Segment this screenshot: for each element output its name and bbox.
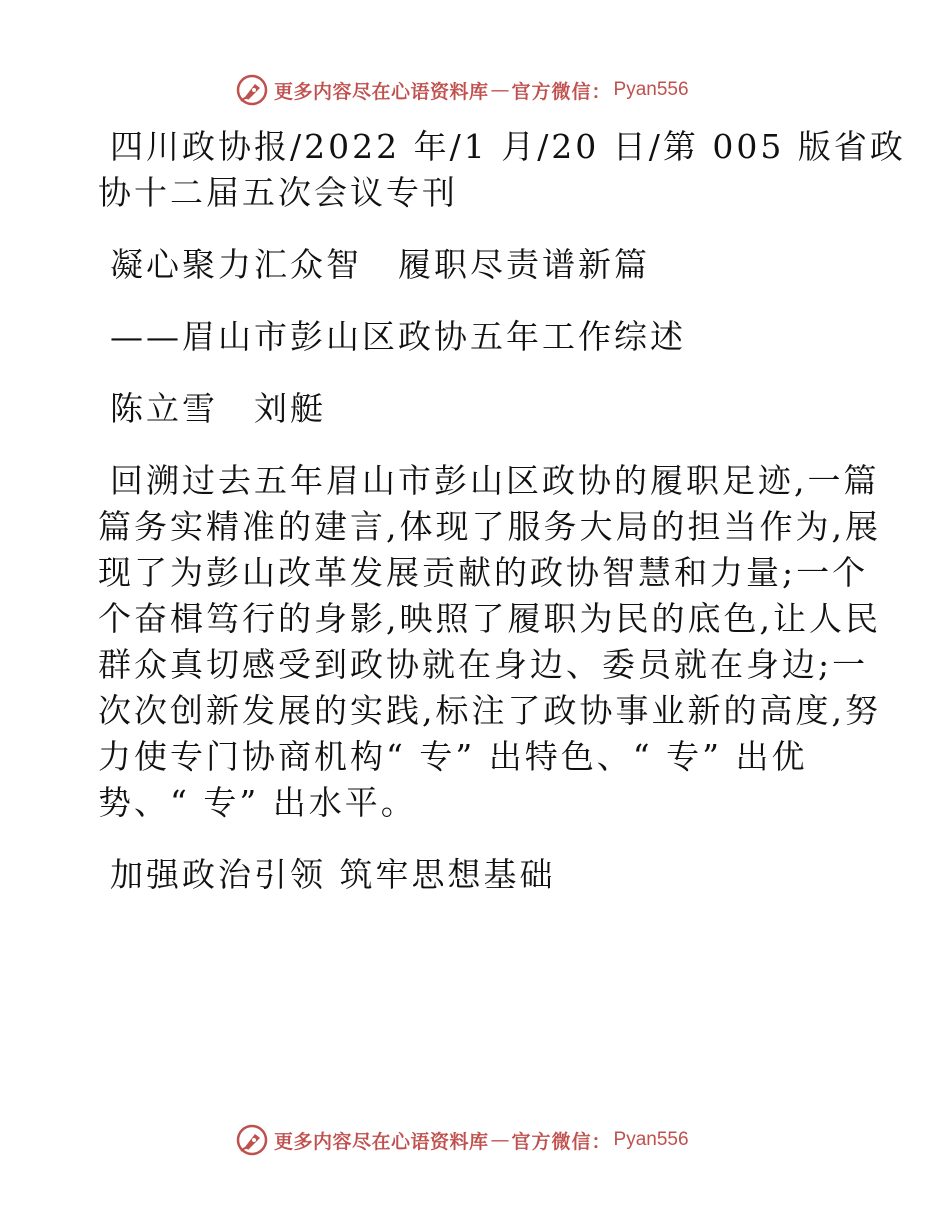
- pen-nib-logo-icon: [236, 1124, 268, 1156]
- pen-nib-logo-icon: [236, 74, 268, 106]
- body-line: 力使专门协商机构“ 专” 出特色、“ 专” 出优: [98, 737, 808, 776]
- body-line: 现了为彭山改革发展贡献的政协智慧和力量;一个: [98, 553, 869, 592]
- watermark-label: 官方微信：: [511, 1130, 612, 1153]
- source-line-2: 协十二届五次会议专刊: [98, 173, 458, 212]
- body-line: 群众真切感受到政协就在身边、委员就在身边;一: [98, 645, 869, 684]
- watermark-dash: —: [490, 79, 510, 101]
- watermark-banner-top: [236, 72, 689, 108]
- article-authors: 陈立雪 刘艇: [110, 389, 326, 428]
- body-line: 篇务实精准的建言,体现了服务大局的担当作为,展: [98, 507, 881, 546]
- source-line-1: 四川政协报/2022 年/1 月/20 日/第 005 版省政: [110, 127, 906, 166]
- watermark-text: 更多内容尽在心语资料库: [274, 1130, 489, 1153]
- section-heading: 加强政治引领 筑牢思想基础: [110, 855, 556, 894]
- body-line: 个奋楫笃行的身影,映照了履职为民的底色,让人民: [98, 599, 881, 638]
- article-title: 凝心聚力汇众智 履职尽责谱新篇: [110, 245, 650, 284]
- watermark-text: 更多内容尽在心语资料库: [274, 80, 489, 103]
- body-paragraph: [98, 458, 881, 826]
- document-content: [98, 124, 906, 898]
- body-line: 势、“ 专” 出水平。: [98, 783, 417, 822]
- watermark-banner-bottom: [236, 1122, 689, 1158]
- watermark-label: 官方微信：: [511, 80, 612, 103]
- article-subtitle: ——眉山市彭山区政协五年工作综述: [110, 317, 686, 356]
- watermark-id: Pyan556: [613, 1129, 689, 1150]
- body-line: 回溯过去五年眉山市彭山区政协的履职足迹,一篇: [110, 461, 880, 500]
- body-line: 次次创新发展的实践,标注了政协事业新的高度,努: [98, 691, 881, 730]
- watermark-dash: —: [490, 1129, 510, 1151]
- watermark-id: Pyan556: [613, 79, 689, 100]
